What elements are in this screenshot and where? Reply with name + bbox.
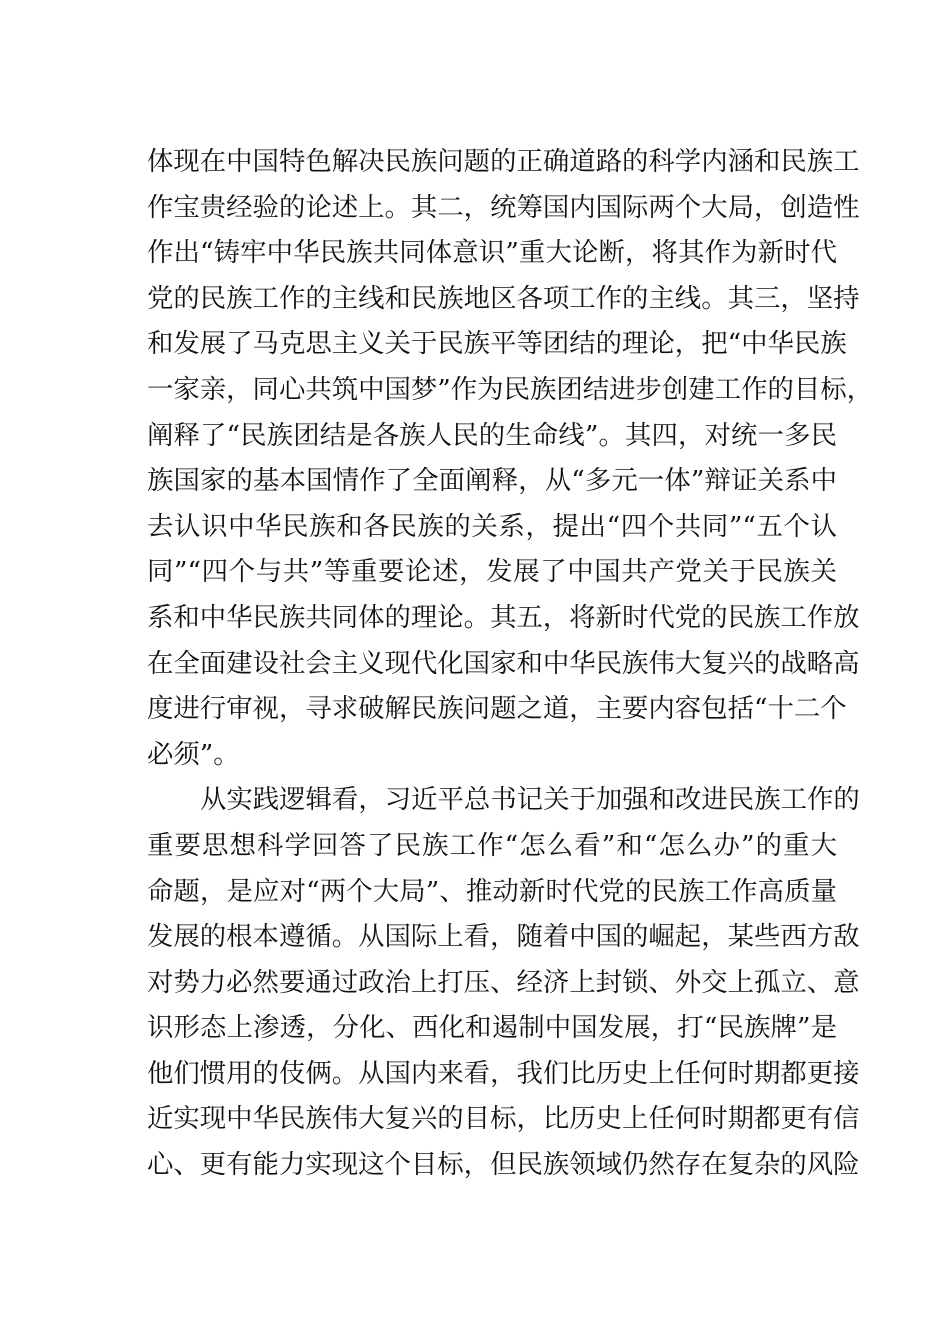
text-line: 作出“铸牢中华民族共同体意识”重大论断，将其作为新时代 <box>147 237 837 269</box>
text-line: 重要思想科学回答了民族工作“怎么看”和“怎么办”的重大 <box>147 829 837 861</box>
text-line: 发展的根本遵循。从国际上看，随着中国的崛起，某些西方敌 <box>147 921 860 953</box>
text-line: 在全面建设社会主义现代化国家和中华民族伟大复兴的战略高 <box>147 647 860 679</box>
text-line: 同”“四个与共”等重要论述，发展了中国共产党关于民族关 <box>147 556 837 588</box>
text-line: 度进行审视，寻求破解民族问题之道，主要内容包括“十二个 <box>147 693 847 725</box>
body-text <box>147 139 874 1188</box>
text-line: 一家亲，同心共筑中国梦”作为民族团结进步创建工作的目标， <box>147 373 874 405</box>
text-line: 近实现中华民族伟大复兴的目标，比历史上任何时期都更有信 <box>147 1103 860 1135</box>
text-line: 心、更有能力实现这个目标，但民族领域仍然存在复杂的风险 <box>147 1149 860 1181</box>
text-line: 族国家的基本国情作了全面阐释，从“多元一体”辩证关系中 <box>147 465 837 497</box>
text-line: 党的民族工作的主线和民族地区各项工作的主线。其三，坚持 <box>147 282 860 314</box>
paragraph-end-line: 必须”。 <box>147 738 240 770</box>
text-line: 识形态上渗透，分化、西化和遏制中国发展，打“民族牌”是 <box>147 1012 837 1044</box>
text-line: 他们惯用的伎俩。从国内来看，我们比历史上任何时期都更接 <box>147 1057 860 1089</box>
text-line: 去认识中华民族和各民族的关系，提出“四个共同”“五个认 <box>147 510 837 542</box>
text-line: 命题，是应对“两个大局”、推动新时代党的民族工作高质量 <box>147 875 837 907</box>
text-line: 体现在中国特色解决民族问题的正确道路的科学内涵和民族工 <box>147 146 860 177</box>
text-line: 对势力必然要通过政治上打压、经济上封锁、外交上孤立、意 <box>147 966 860 998</box>
paragraph-start-line: 从实践逻辑看，习近平总书记关于加强和改进民族工作的 <box>200 784 860 816</box>
text-line: 阐释了“民族团结是各族人民的生命线”。其四，对统一多民 <box>147 419 837 451</box>
text-line: 系和中华民族共同体的理论。其五，将新时代党的民族工作放 <box>147 601 860 633</box>
text-line: 和发展了马克思主义关于民族平等团结的理论，把“中华民族 <box>147 328 847 360</box>
text-line: 作宝贵经验的论述上。其二，统筹国内国际两个大局，创造性 <box>147 191 860 223</box>
